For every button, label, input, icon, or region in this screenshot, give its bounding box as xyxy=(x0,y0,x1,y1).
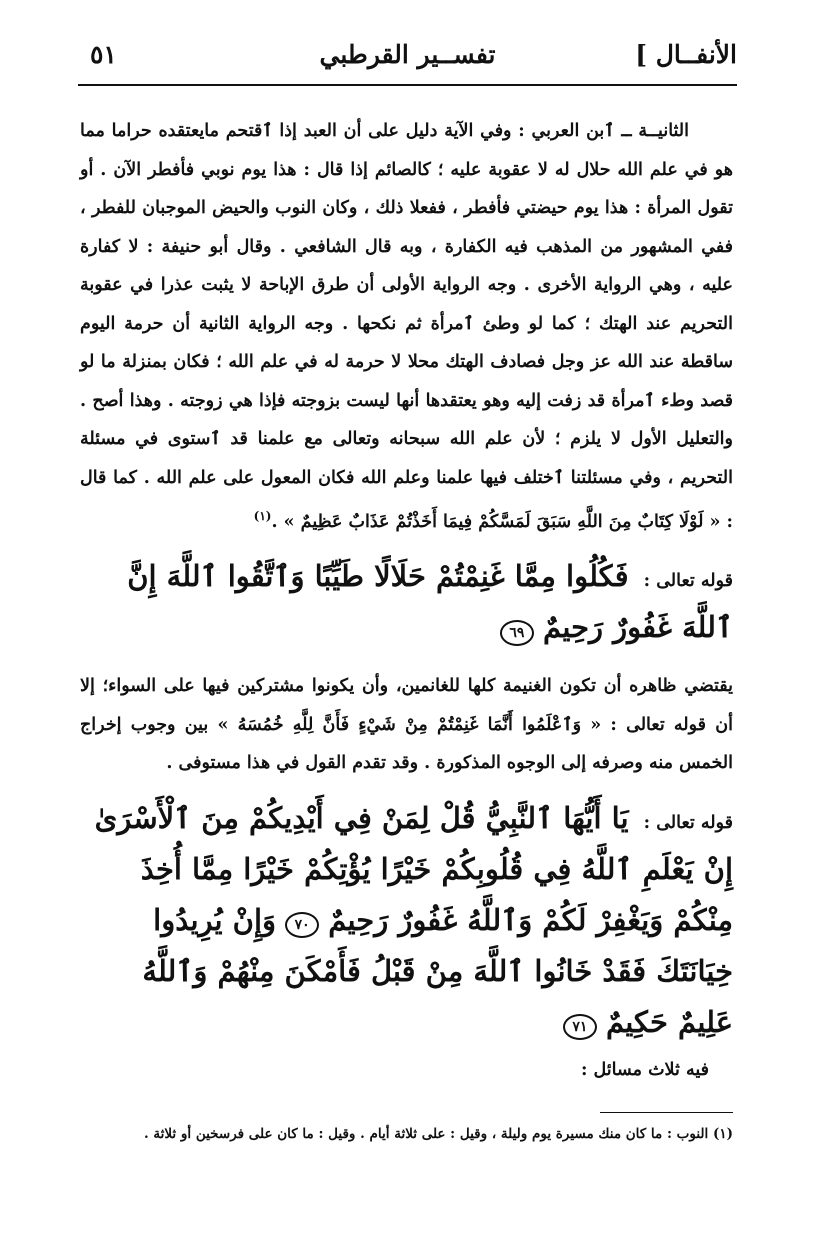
page-header xyxy=(78,38,737,84)
verse-text: يَا أَيُّهَا ٱلنَّبِيُّ قُلْ لِمَنْ فِي أَيْدِيكُمْ مِنَ ٱلْأَسْرَىٰ إِنْ يَعْلَمِ ٱللَّهُ فِي قُلُوبِكُمْ خَيْرًا يُؤْتِكُمْ خَيْرًا مِمَّا أُخِذَ مِنْكُمْ وَيَغْفِرْ لَكُمْ وَٱللَّهُ غَفُورٌ رَحِيمٌ xyxy=(94,800,733,937)
verse-text: فَكُلُوا مِمَّا غَنِمْتُمْ حَلَالًا طَيِّبًا وَٱتَّقُوا ٱللَّهَ إِنَّ ٱللَّهَ غَفُورٌ رَحِيمٌ xyxy=(127,559,733,645)
ayah-number-marker: ٧٠ xyxy=(285,912,319,938)
verse-intro: قوله تعالى : xyxy=(643,812,733,833)
commentary-paragraph-2: يقتضي ظاهره أن تكون الغنيمة كلها للغانمين، وأن يكونوا مشتركين فيها على السواء؛ إلا أن قوله تعالى : « وَٱعْلَمُوا أَنَّمَا غَنِمْتُمْ مِنْ شَيْءٍ فَأَنَّ لِلَّهِ خُمُسَهُ » بين وجوب إخراج الخمس منه وصرفه إلى الوجوه المذكورة . وقد تقدم القول في هذا مستوفى . xyxy=(80,676,733,774)
ayah-number-marker: ٧١ xyxy=(563,1014,597,1040)
footnote-divider xyxy=(600,1112,733,1113)
commentary-paragraph-1 xyxy=(80,112,733,541)
verse-text: وَإِنْ يُرِيدُوا خِيَانَتَكَ فَقَدْ خَانُوا ٱللَّهَ مِنْ قَبْلُ فَأَمْكَنَ مِنْهُمْ وَٱللَّهُ عَلِيمٌ حَكِيمٌ xyxy=(142,902,733,1039)
quran-verse-70-71 xyxy=(80,795,733,1050)
verse-intro: قوله تعالى : xyxy=(643,571,733,592)
section-intro: فيه ثلاث مسائل : xyxy=(581,1059,709,1080)
quran-verse-69 xyxy=(80,553,733,655)
page-number: ٥١ xyxy=(90,40,117,69)
book-title: تفســير القرطبي xyxy=(319,40,496,69)
ayah-number-marker: ٦٩ xyxy=(500,620,534,646)
header-divider xyxy=(78,84,737,86)
main-text xyxy=(80,112,733,1090)
footnote: (١) النوب : ما كان منك مسيرة يوم وليلة ، وقيل : على ثلاثة أيام . وقيل : ما كان على فرسخين أو ثلاثة . xyxy=(143,1126,733,1142)
commentary-paragraph-1-text: الثانيــة ــ ٱبن العربي : وفي الآية دليل على أن العبد إذا ٱقتحم مايعتقده حراما مما هو في علم الله حلال له لا عقوبة عليه ؛ كالصائم إذا قال : هذا يوم نوبي فأفطر الآن . أو تقول المرأة : هذا يوم حيضتي فأفطر ، ففعلا ذلك ، وكان النوب والحيض الموجبان للفطر ، ففي المشهور من المذهب فيه الكفارة ، وبه قال الشافعي . وقال أبو حنيفة : لا كفارة عليه ، وهي الرواية الأخرى . وجه الرواية الأولى أن طرق الإباحة لا يثبت عذرا في عقوبة التحريم عند الهتك ؛ كما لو وطئ ٱمرأة ثم نكحها . وجه الرواية الثانية أن حرمة اليوم ساقطة عند الله عز وجل فصادف الهتك محلا لا حرمة له في علم الله ؛ فكان بمنزلة ما لو قصد وطء ٱمرأة قد زفت إليه وهو يعتقدها أنها ليست بزوجته فإذا هي زوجته . وهذا أصح . والتعليل الأول لا يلزم ؛ لأن علم الله سبحانه وتعالى مع علمنا قد ٱستوى في مسئلة التحريم ، وفي مسئلتنا ٱختلف فيها علمنا وعلم الله فكان المعول على علم الله . كما قال : « لَوْلَا كِتَابٌ مِنَ اللَّهِ سَبَقَ لَمَسَّكُمْ فِيمَا أَخَذْتُمْ عَذَابٌ عَظِيمٌ » . xyxy=(80,121,733,532)
footnote-reference: (١) xyxy=(253,509,272,523)
surah-running-head: الأنفــال ] xyxy=(635,40,737,69)
